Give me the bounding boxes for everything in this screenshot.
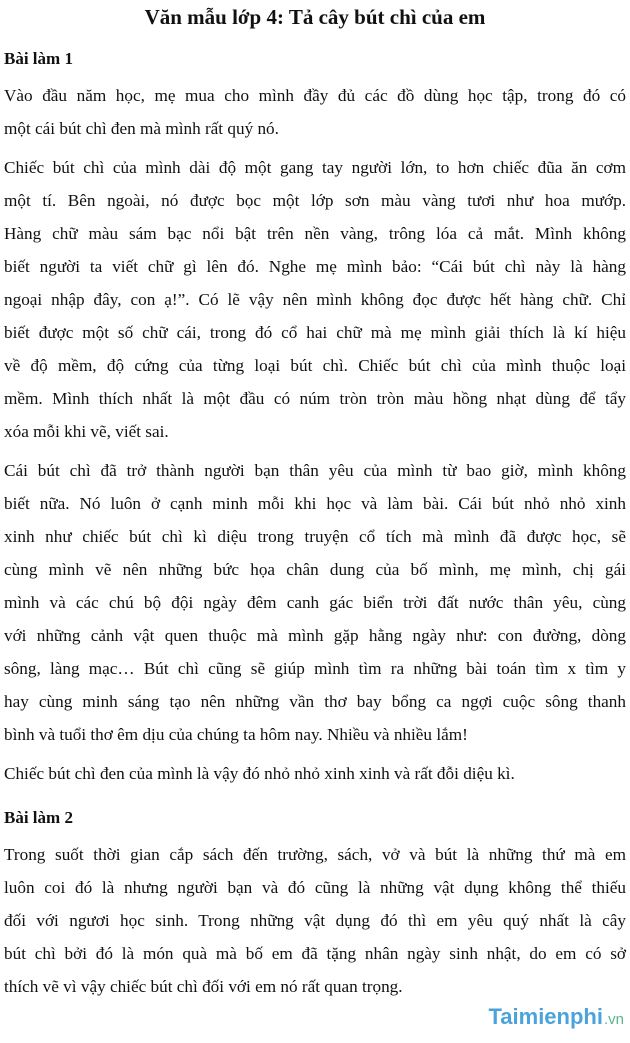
- text-line: Vào đầu năm học, mẹ mua cho mình đầy đủ các đồ dùng học tập, trong đó có: [4, 86, 626, 105]
- essay-section: [4, 806, 626, 1003]
- paragraph: [4, 151, 626, 448]
- sections: [4, 47, 626, 1003]
- text-line: Chiếc bút chì đen của mình là vậy đó nhỏ nhỏ xinh xinh và rất đỗi diệu kì.: [4, 764, 515, 783]
- text-line: Chiếc bút chì của mình dài độ một gang tay người lớn, to hơn chiếc đũa ăn cơm: [4, 158, 626, 177]
- watermark-name: Taimienphi: [488, 1004, 603, 1029]
- page-title: Văn mẫu lớp 4: Tả cây bút chì của em: [144, 5, 486, 29]
- document: [4, 0, 626, 1009]
- section-heading: Bài làm 1: [4, 49, 73, 68]
- watermark-tld: .vn: [603, 1011, 624, 1028]
- text-line: với những cảnh vật quen thuộc mà mình gặp hằng ngày như: con đường, dòng: [4, 626, 626, 645]
- text-line: luôn coi đó là nhưng người bạn và đó cũng là những vật dụng không thể thiếu: [4, 878, 626, 897]
- text-line: một cái bút chì đen mà mình rất quý nó.: [4, 119, 279, 138]
- watermark-logo: [488, 1002, 624, 1032]
- text-line: bình và tuổi thơ êm dịu của chúng ta hôm nay. Nhiều và nhiều lắm!: [4, 725, 468, 744]
- text-line: biết nữa. Nó luôn ở cạnh minh mỗi khi học và làm bài. Cái bút nhỏ nhỏ xinh: [4, 494, 626, 513]
- paragraph: [4, 757, 626, 790]
- text-line: mềm. Mình thích nhất là một đầu có núm tròn tròn màu hồng nhạt dùng để tẩy: [4, 389, 626, 408]
- text-line: về độ mềm, độ cứng của từng loại bút chì. Chiếc bút chì của mình thuộc loại: [4, 356, 626, 375]
- text-line: mình và các chú bộ đội ngày đêm canh gác biển trời đất nước thân yêu, cùng: [4, 593, 626, 612]
- text-line: biết người ta viết chữ gì lên đó. Nghe mẹ mình bảo: “Cái bút chì này là hàng: [4, 257, 626, 276]
- text-line: một tí. Bên ngoài, nó được bọc một lớp sơn màu vàng tươi như hoa mướp.: [4, 191, 626, 210]
- text-line: ngoại nhập đây, con ạ!”. Có lẽ vậy nên mình không đọc được hết hàng chữ. Chỉ: [4, 290, 626, 309]
- section-heading: Bài làm 2: [4, 808, 73, 827]
- text-line: đối với ngươi học sinh. Trong những vật dụng đó thì em yêu quý nhất là cây: [4, 911, 626, 930]
- text-line: xinh như chiếc bút chì kì diệu trong truyện cổ tích mà mình đã được học, sẽ: [4, 527, 626, 546]
- text-line: hay cùng minh sáng tạo nên những vần thơ bay bổng ca ngợi cuộc sông thanh: [4, 692, 626, 711]
- paragraph: [4, 838, 626, 1003]
- text-line: Cái bút chì đã trở thành người bạn thân yêu của mình từ bao giờ, mình không: [4, 461, 626, 480]
- text-line: Trong suốt thời gian cắp sách đến trường, sách, vở và bút là những thứ mà em: [4, 845, 626, 864]
- text-line: cùng mình vẽ nên những bức họa chân dung của bố mình, mẹ mình, chị gái: [4, 560, 626, 579]
- text-line: thích vẽ vì vậy chiếc bút chì đối với em nó rất quan trọng.: [4, 977, 403, 996]
- text-line: xóa mỗi khi vẽ, viết sai.: [4, 422, 169, 441]
- text-line: bút chì bởi đó là món quà mà bố em đã tặng nhân ngày sinh nhật, do em có sở: [4, 944, 626, 963]
- paragraph: [4, 79, 626, 145]
- text-line: sông, làng mạc… Bút chì cũng sẽ giúp mình tìm ra những bài toán tìm x tìm y: [4, 659, 626, 678]
- text-line: biết được một số chữ cái, trong đó cổ hai chữ mà mẹ mình giải thích là kí hiệu: [4, 323, 626, 342]
- paragraph: [4, 454, 626, 751]
- text-line: Hàng chữ màu sám bạc nổi bật trên nền vàng, trông lóa cả mắt. Mình không: [4, 224, 626, 243]
- essay-section: [4, 47, 626, 790]
